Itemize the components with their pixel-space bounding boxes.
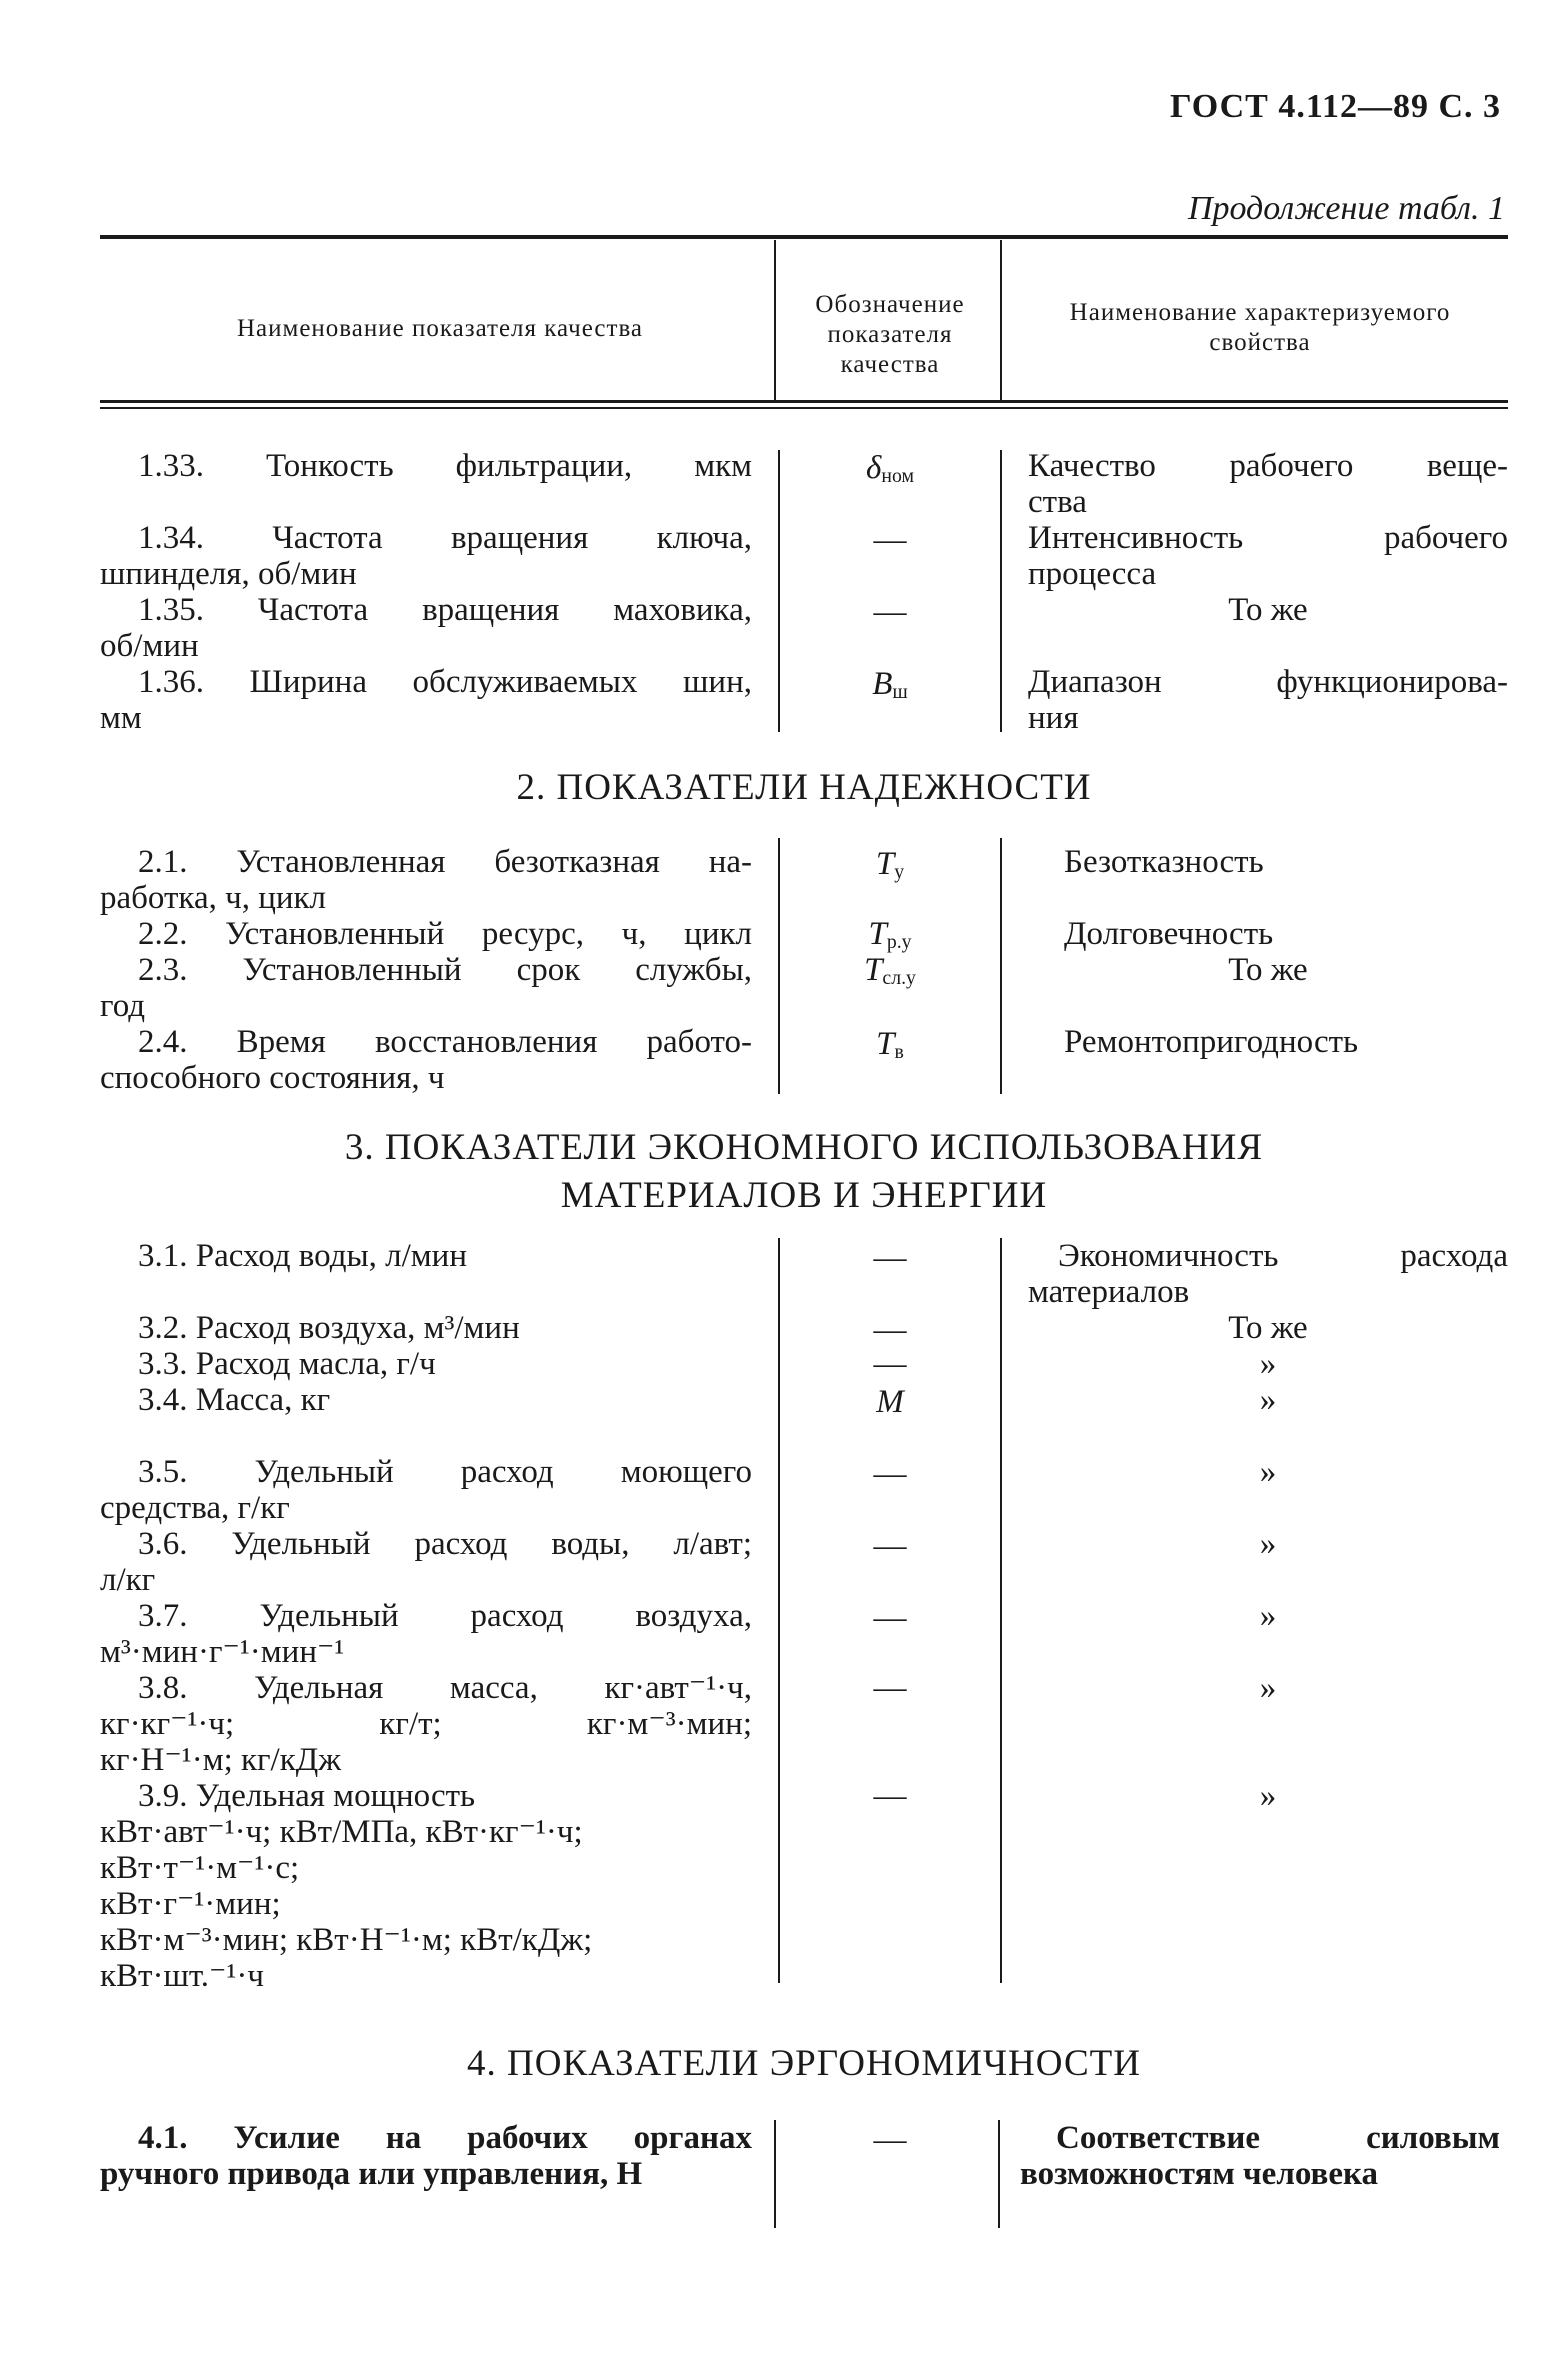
- table-row-name-4-1: 4.1. Усилие на рабочих органах ручного привода или управления, Н: [100, 2120, 752, 2192]
- table-row-property-1-34: Интенсивность рабочего процесса: [1028, 520, 1508, 592]
- table-row-property-2-4: Ремонтопригодность: [1064, 1024, 1359, 1060]
- table-row-symbol-1-33: $\delta_{ном}$: [866, 450, 914, 487]
- column-header-indicator-symbol: Обозначение показателя качества: [815, 291, 965, 378]
- table-row-symbol-3-5: —: [873, 1456, 907, 1492]
- table-row-symbol-1-35: —: [873, 594, 907, 630]
- table-row-name-1-33: 1.33. Тонкость фильтрации, мкм: [138, 448, 752, 484]
- table-row-name-3-2: 3.2. Расход воздуха, м³/мин: [138, 1310, 520, 1346]
- table-row-property-4-1: Соответствие силовым возможностям человека: [1020, 2120, 1500, 2192]
- table-row-name-1-36: 1.36. Ширина обслуживаемых шин, мм: [100, 664, 752, 736]
- table-row-name-3-3: 3.3. Расход масла, г/ч: [138, 1346, 436, 1382]
- table-row-name-3-5: 3.5. Удельный расход моющего средства, г/кг: [100, 1454, 752, 1526]
- table-row-property-2-1: Безотказность: [1064, 844, 1264, 880]
- table-row-name-2-3: 2.3. Установленный срок службы, год: [100, 952, 752, 1024]
- table-row-name-2-1: 2.1. Установленная безотказная на- работка, ч, цикл: [100, 844, 752, 916]
- table-row-property-3-2: То же: [1228, 1310, 1308, 1346]
- table-row-property-2-2: Долговечность: [1064, 916, 1274, 952]
- section-title-economy: 3. ПОКАЗАТЕЛИ ЭКОНОМНОГО ИСПОЛЬЗОВАНИЯ МАТЕРИАЛОВ И ЭНЕРГИИ: [344, 1127, 1264, 1216]
- column-divider: [1000, 838, 1002, 1094]
- table-row-symbol-3-1: —: [873, 1240, 907, 1276]
- column-header-property: Наименование характеризуемого свойства: [1069, 299, 1451, 356]
- table-row-name-2-2: 2.2. Установленный ресурс, ч, цикл: [138, 916, 752, 952]
- table-top-rule: [100, 235, 1508, 239]
- table-row-property-3-6: »: [1259, 1526, 1277, 1562]
- table-row-symbol-3-7: —: [873, 1600, 907, 1636]
- column-divider: [774, 240, 776, 400]
- table-row-symbol-2-2: $T_{р.у}$: [868, 916, 912, 953]
- table-row-name-1-35: 1.35. Частота вращения маховика, об/мин: [100, 592, 752, 664]
- table-row-symbol-3-3: —: [873, 1346, 907, 1382]
- table-continuation-label: Продолжение табл. 1: [1187, 190, 1505, 227]
- table-row-property-1-33: Качество рабочего веще- ства: [1028, 448, 1508, 520]
- table-row-name-3-9: 3.9. Удельная мощность кВт·авт⁻¹·ч; кВт/МПа, кВт·кг⁻¹·ч; кВт·т⁻¹·м⁻¹·с; кВт·г⁻¹·мин; кВт·м⁻³·мин; кВт·Н⁻¹·м; кВт/кДж; кВт·шт.⁻¹·ч: [100, 1778, 593, 1994]
- table-row-property-3-1: Экономичность расхода материалов: [1028, 1238, 1508, 1310]
- table-row-property-2-3: То же: [1228, 952, 1308, 988]
- table-row-property-1-35: То же: [1228, 592, 1308, 628]
- table-row-name-3-6: 3.6. Удельный расход воды, л/авт; л/кг: [100, 1526, 752, 1598]
- document-header: ГОСТ 4.112—89 С. 3: [1169, 88, 1501, 125]
- table-row-symbol-1-34: —: [873, 522, 907, 558]
- table-row-property-3-9: »: [1259, 1778, 1277, 1814]
- column-divider: [1000, 450, 1002, 732]
- table-row-symbol-2-3: $T_{сл.у}$: [864, 952, 916, 989]
- table-row-name-3-1: 3.1. Расход воды, л/мин: [138, 1238, 468, 1274]
- table-row-symbol-2-1: $T_у$: [875, 846, 905, 883]
- table-row-property-3-7: »: [1259, 1598, 1277, 1634]
- table-row-symbol-3-6: —: [873, 1528, 907, 1564]
- table-row-name-2-4: 2.4. Время восстановления работо- способного состояния, ч: [100, 1024, 752, 1096]
- table-row-name-3-4: 3.4. Масса, кг: [138, 1382, 331, 1418]
- table-row-property-3-4: »: [1259, 1382, 1277, 1418]
- table-row-property-3-3: »: [1259, 1346, 1277, 1382]
- table-row-property-3-5: »: [1259, 1454, 1277, 1490]
- table-head-rule-2: [100, 407, 1508, 409]
- table-row-property-3-8: »: [1259, 1670, 1277, 1706]
- table-row-name-1-34: 1.34. Частота вращения ключа, шпинделя, об/мин: [100, 520, 752, 592]
- table-head-rule: [100, 400, 1508, 403]
- table-row-symbol-1-36: $B_ш$: [872, 666, 908, 703]
- table-row-property-1-36: Диапазон функционирова- ния: [1028, 664, 1508, 736]
- column-header-indicator-name: Наименование показателя качества: [236, 315, 644, 342]
- table-row-symbol-2-4: $T_в$: [876, 1026, 904, 1063]
- table-row-symbol-3-9: —: [873, 1778, 907, 1814]
- section-title-reliability: 2. ПОКАЗАТЕЛИ НАДЕЖНОСТИ: [516, 767, 1092, 808]
- table-row-name-3-8: 3.8. Удельная масса, кг·авт⁻¹·ч, кг·кг⁻¹·ч; кг/т; кг·м⁻³·мин; кг·Н⁻¹·м; кг/кДж: [100, 1670, 752, 1778]
- table-row-symbol-3-2: —: [873, 1312, 907, 1348]
- section-title-ergonomics: 4. ПОКАЗАТЕЛИ ЭРГОНОМИЧНОСТИ: [467, 2043, 1141, 2084]
- table-row-name-3-7: 3.7. Удельный расход воздуха, м³·мин·г⁻¹·мин⁻¹: [100, 1598, 752, 1670]
- table-row-symbol-3-8: —: [873, 1670, 907, 1706]
- table-row-symbol-3-4: M: [876, 1384, 904, 1420]
- column-divider: [774, 2120, 776, 2228]
- column-divider: [1000, 1238, 1002, 1983]
- column-divider: [1000, 240, 1002, 400]
- table-row-symbol-4-1: —: [873, 2122, 907, 2158]
